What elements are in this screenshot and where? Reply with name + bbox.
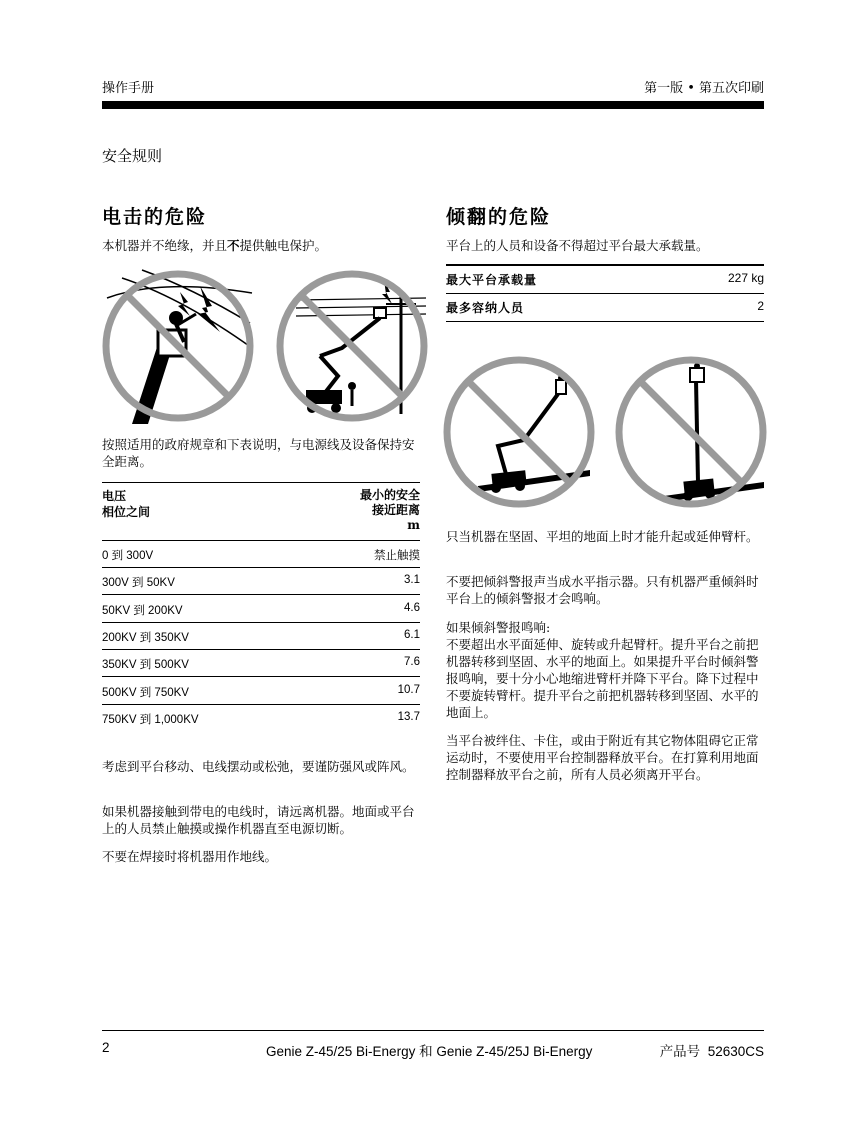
table-row-rule bbox=[102, 622, 420, 623]
row-voltage: 750KV 到 1,000KV bbox=[102, 713, 199, 726]
tip-over-intro: 平台上的人员和设备不得超过平台最大承载量。 bbox=[446, 238, 709, 253]
level-ground-instruction: 只当机器在坚固、平坦的地面上时才能升起或延伸臂杆。 bbox=[446, 529, 759, 544]
row-voltage: 200KV 到 350KV bbox=[102, 631, 189, 644]
footer-rule bbox=[102, 1030, 764, 1031]
row-voltage: 350KV 到 500KV bbox=[102, 659, 189, 672]
heading-electrocution: 电击的危险 bbox=[102, 206, 208, 228]
heading-tip-over: 倾翻的危险 bbox=[446, 206, 552, 228]
row-distance: 4.6 bbox=[404, 601, 420, 614]
table-row-rule bbox=[102, 567, 420, 568]
electrocution-intro: 本机器并不绝缘，并且不提供触电保护。 bbox=[102, 238, 328, 253]
footer-part-number: 产品号 52630CS bbox=[659, 1044, 764, 1059]
row-voltage: 500KV 到 750KV bbox=[102, 686, 189, 699]
header-rule bbox=[102, 101, 764, 109]
table-top-rule bbox=[102, 482, 420, 483]
table-row-rule bbox=[102, 594, 420, 595]
power-line-contact-prohibited-icon bbox=[102, 268, 254, 424]
row-distance: 6.1 bbox=[404, 628, 420, 641]
power-pole-proximity-prohibited-icon bbox=[276, 268, 428, 424]
table-row-rule bbox=[102, 676, 420, 677]
capacity-label: 最大平台承载量 bbox=[446, 273, 538, 287]
occupants-label: 最多容纳人员 bbox=[446, 301, 525, 315]
page-number: 2 bbox=[102, 1040, 110, 1055]
wind-warning: 考虑到平台移动、电线摆动或松弛，要谨防强风或阵风。 bbox=[102, 759, 415, 774]
capacity-top-rule bbox=[446, 264, 764, 266]
row-distance: 3.1 bbox=[404, 574, 420, 587]
capacity-rule bbox=[446, 293, 764, 294]
table-header-rule bbox=[102, 540, 420, 541]
table-row-rule bbox=[102, 649, 420, 650]
row-distance: 7.6 bbox=[404, 656, 420, 669]
platform-release-warning: 当平台被绊住、卡住，或由于附近有其它物体阻碍它正常运动时，不要使用平台控制器释放平台。在打算利用地面控制器释放平台之前，所有人员必须离开平台。 bbox=[446, 733, 759, 782]
table-row-rule bbox=[102, 704, 420, 705]
occupants-value: 2 bbox=[757, 299, 764, 313]
welding-warning: 不要在焊接时将机器用作地线。 bbox=[102, 849, 278, 864]
row-voltage: 300V 到 50KV bbox=[102, 577, 175, 590]
capacity-value: 227 kg bbox=[727, 271, 764, 285]
footer-model: Genie Z-45/25 Bi-Energy 和 Genie Z-45/25J Bi-Energy bbox=[266, 1044, 593, 1059]
tilt-alarm-instructions: 如果倾斜警报鸣响: 不要超出水平面延伸、旋转或升起臂杆。提升平台之前把机器转移到坚固、水平的地面上。如果提升平台时倾斜警报鸣响，要十分小心地缩进臂杆并降下平台。降下过程中不要旋转臂杆。提升平台之前把机器转移到坚固、水平的地面上。 bbox=[446, 620, 759, 720]
tilt-alarm-note: 不要把倾斜警报声当成水平指示器。只有机器严重倾斜时平台上的倾斜警报才会鸣响。 bbox=[446, 574, 759, 606]
table-header-distance: 最小的安全 接近距离 m bbox=[359, 488, 420, 532]
row-distance: 10.7 bbox=[397, 683, 420, 696]
slope-telescopic-boom-prohibited-icon bbox=[614, 354, 768, 510]
header-edition: 第一版 • 第五次印刷 bbox=[644, 81, 764, 96]
contact-instruction: 如果机器接触到带电的电线时，请远离机器。地面或平台上的人员禁止触摸或操作机器直至电源切断。 bbox=[102, 804, 415, 836]
header-manual-title: 操作手册 bbox=[102, 81, 155, 96]
row-voltage: 50KV 到 200KV bbox=[102, 604, 183, 617]
row-voltage: 0 到 300V bbox=[102, 550, 154, 562]
clearance-instruction: 按照适用的政府规章和下表说明，与电源线及设备保持安全距离。 bbox=[102, 437, 415, 469]
occupants-rule bbox=[446, 321, 764, 322]
section-title: 安全规则 bbox=[102, 147, 163, 165]
row-distance: 13.7 bbox=[397, 710, 420, 723]
row-distance: 禁止触摸 bbox=[374, 548, 420, 562]
slope-articulated-boom-prohibited-icon bbox=[442, 354, 596, 510]
table-header-voltage: 电压 相位之间 bbox=[102, 489, 151, 519]
